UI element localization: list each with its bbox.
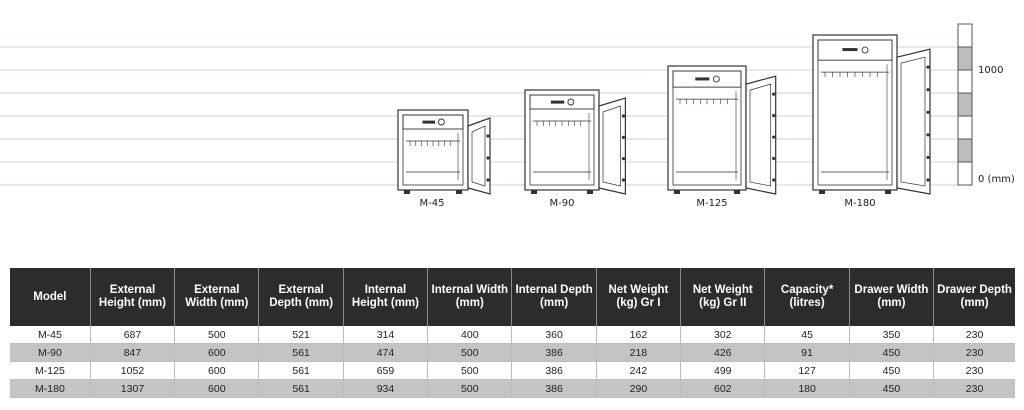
safe-label-m90: M-90 bbox=[549, 198, 575, 209]
spec-cell: 386 bbox=[512, 344, 596, 362]
table-row bbox=[10, 326, 1015, 344]
spec-cell: 500 bbox=[428, 380, 512, 398]
spec-cell: 450 bbox=[849, 362, 933, 380]
spec-cell: 230 bbox=[934, 326, 1015, 344]
spec-cell: 561 bbox=[259, 380, 343, 398]
column-header: Capacity* (litres) bbox=[765, 268, 849, 326]
spec-cell: 386 bbox=[512, 380, 596, 398]
column-header: External Depth (mm) bbox=[259, 268, 343, 326]
spec-cell: 314 bbox=[343, 326, 427, 344]
spec-cell: 1307 bbox=[90, 380, 174, 398]
column-header: Net Weight (kg) Gr II bbox=[681, 268, 765, 326]
spec-cell: 426 bbox=[681, 344, 765, 362]
spec-cell: 218 bbox=[596, 344, 680, 362]
safe-label-m45: M-45 bbox=[419, 198, 445, 209]
spec-cell: 45 bbox=[765, 326, 849, 344]
spec-cell: 500 bbox=[428, 344, 512, 362]
spec-cell: 561 bbox=[259, 362, 343, 380]
column-header: Internal Width (mm) bbox=[428, 268, 512, 326]
spec-cell: 91 bbox=[765, 344, 849, 362]
table-row bbox=[10, 380, 1015, 398]
scale-label-zero: 0 (mm) bbox=[978, 174, 1015, 185]
table-row bbox=[10, 344, 1015, 362]
model-cell: M-90 bbox=[10, 344, 90, 362]
spec-cell: 847 bbox=[90, 344, 174, 362]
spec-cell: 162 bbox=[596, 326, 680, 344]
safe-label-m125: M-125 bbox=[696, 198, 728, 209]
spec-cell: 230 bbox=[934, 344, 1015, 362]
safe-label-m180: M-180 bbox=[844, 198, 876, 209]
scale-label-1000: 1000 bbox=[978, 65, 1004, 76]
spec-cell: 687 bbox=[90, 326, 174, 344]
table-header-row bbox=[10, 268, 1015, 326]
height-scale-bar bbox=[958, 24, 972, 185]
spec-cell: 474 bbox=[343, 344, 427, 362]
spec-cell: 386 bbox=[512, 362, 596, 380]
safe-drawing bbox=[525, 90, 625, 194]
spec-cell: 127 bbox=[765, 362, 849, 380]
spec-cell: 400 bbox=[428, 326, 512, 344]
model-cell: M-45 bbox=[10, 326, 90, 344]
spec-cell: 602 bbox=[681, 380, 765, 398]
spec-cell: 302 bbox=[681, 326, 765, 344]
model-cell: M-125 bbox=[10, 362, 90, 380]
spec-cell: 230 bbox=[934, 380, 1015, 398]
column-header: External Height (mm) bbox=[90, 268, 174, 326]
spec-cell: 350 bbox=[849, 326, 933, 344]
spec-cell: 499 bbox=[681, 362, 765, 380]
spec-cell: 450 bbox=[849, 344, 933, 362]
model-cell: M-180 bbox=[10, 380, 90, 398]
column-header: Drawer Width (mm) bbox=[849, 268, 933, 326]
spec-cell: 242 bbox=[596, 362, 680, 380]
spec-cell: 290 bbox=[596, 380, 680, 398]
spec-cell: 934 bbox=[343, 380, 427, 398]
spec-cell: 600 bbox=[175, 344, 259, 362]
column-header: Internal Height (mm) bbox=[343, 268, 427, 326]
spec-cell: 500 bbox=[428, 362, 512, 380]
table-row bbox=[10, 362, 1015, 380]
safe-drawing bbox=[813, 35, 930, 194]
column-header: Net Weight (kg) Gr I bbox=[596, 268, 680, 326]
spec-cell: 600 bbox=[175, 380, 259, 398]
spec-cell: 659 bbox=[343, 362, 427, 380]
spec-cell: 230 bbox=[934, 362, 1015, 380]
spec-cell: 500 bbox=[175, 326, 259, 344]
spec-cell: 561 bbox=[259, 344, 343, 362]
column-header: Model bbox=[10, 268, 90, 326]
safe-drawing bbox=[668, 66, 776, 194]
column-header: Drawer Depth (mm) bbox=[934, 268, 1015, 326]
spec-cell: 1052 bbox=[90, 362, 174, 380]
column-header: External Width (mm) bbox=[175, 268, 259, 326]
column-header: Internal Depth (mm) bbox=[512, 268, 596, 326]
spec-cell: 521 bbox=[259, 326, 343, 344]
spec-cell: 600 bbox=[175, 362, 259, 380]
spec-cell: 180 bbox=[765, 380, 849, 398]
safe-drawing bbox=[398, 110, 490, 194]
spec-table bbox=[10, 268, 1015, 398]
spec-cell: 360 bbox=[512, 326, 596, 344]
spec-cell: 450 bbox=[849, 380, 933, 398]
